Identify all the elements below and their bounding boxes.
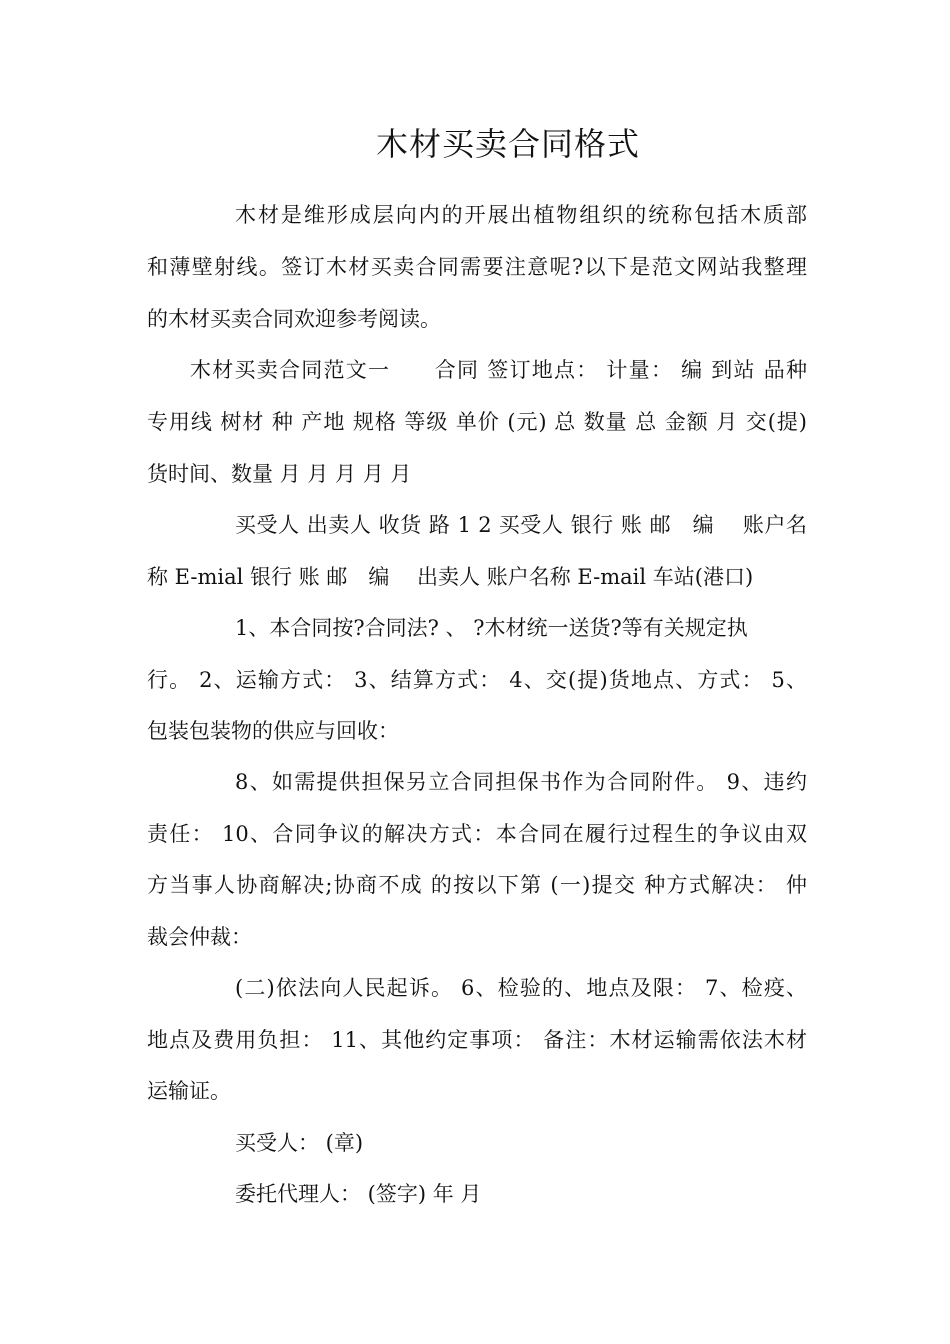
- buyer-signature-line: 买受人： (章): [235, 1131, 364, 1155]
- document-title: 木材买卖合同格式: [375, 125, 640, 163]
- paragraph-line: 专用线 树材 种 产地 规格 等级 单价 (元) 总 数量 总 金额 月 交(提): [147, 410, 807, 434]
- paragraph-line: 包装包装物的供应与回收：: [147, 719, 399, 743]
- agent-signature-line: 委托代理人： (签字) 年 月: [235, 1182, 482, 1206]
- paragraph-line: 方当事人协商解决;协商不成 的按以下第 (一)提交 种方式解决： 仲: [147, 873, 807, 897]
- paragraph-line: 货时间、数量 月 月 月 月 月: [147, 462, 412, 486]
- paragraph-line: 运输证。: [147, 1079, 231, 1103]
- paragraph-line: 称 E-mial 银行 账 邮 编 出卖人 账户名称 E-mail 车站(港口): [147, 565, 754, 589]
- paragraph-line: (二)依法向人民起诉。 6、检验的、地点及限： 7、检疫、: [235, 976, 807, 1000]
- paragraph-line: 责任： 10、合同争议的解决方式：本合同在履行过程生的争议由双: [147, 822, 807, 846]
- paragraph-line: 买受人 出卖人 收货 路 1 2 买受人 银行 账 邮 编 账户名: [235, 513, 807, 537]
- paragraph-line: 地点及费用负担： 11、其他约定事项： 备注：木材运输需依法木材: [147, 1028, 807, 1052]
- paragraph-line: 的木材买卖合同欢迎参考阅读。: [147, 307, 441, 331]
- paragraph-line: 裁会仲裁：: [147, 925, 252, 949]
- paragraph-line: 木材是维形成层向内的开展出植物组织的统称包括木质部: [235, 203, 807, 227]
- paragraph-line: 和薄壁射线。签订木材买卖合同需要注意呢?以下是范文网站我整理: [147, 255, 807, 279]
- paragraph-line: 行。 2、运输方式： 3、结算方式： 4、交(提)货地点、方式： 5、: [147, 668, 807, 692]
- paragraph-line: 1、本合同按?合同法? 、 ?木材统一送货?等有关规定执: [235, 616, 748, 640]
- paragraph-line: 8、如需提供担保另立合同担保书作为合同附件。 9、违约: [235, 770, 807, 794]
- paragraph-line: 木材买卖合同范文一 合同 签订地点： 计量： 编 到站 品种: [190, 358, 807, 382]
